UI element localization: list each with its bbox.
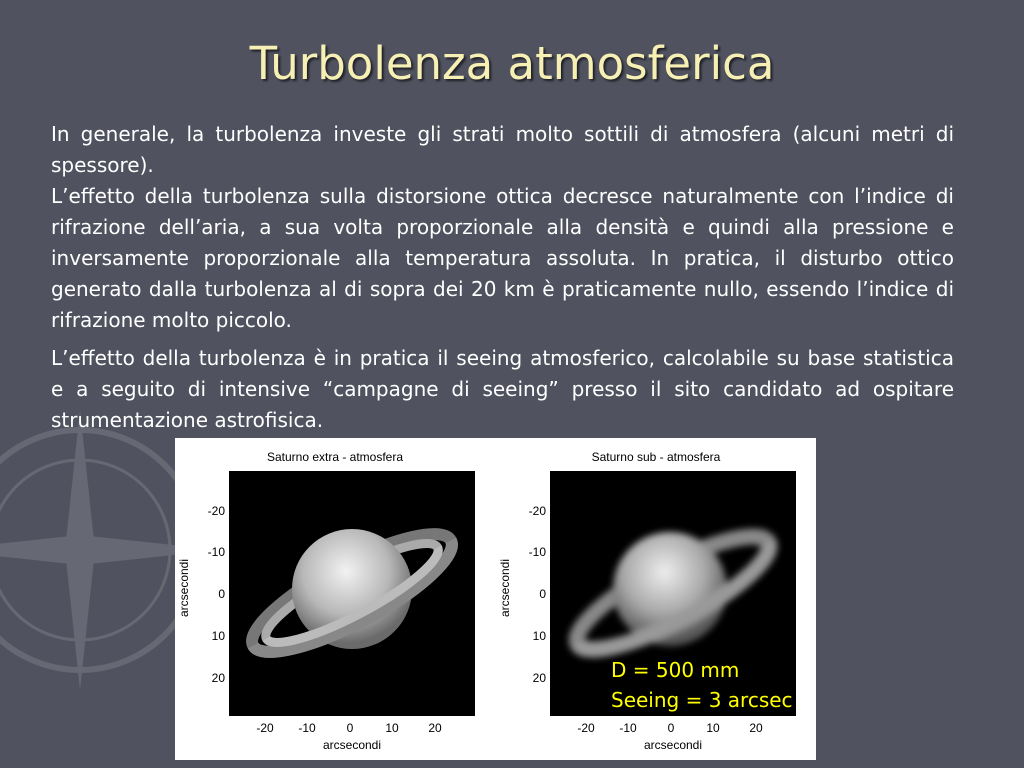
paragraph-1: In generale, la turbolenza investe gli strati molto sottili di atmosfera (alcuni metri di spessore).: [51, 122, 954, 177]
y-tick: 0: [218, 587, 225, 601]
x-tick: -10: [298, 721, 316, 735]
y-tick: -10: [528, 545, 546, 559]
body-text-block-2: [51, 343, 954, 436]
y-tick: -20: [207, 504, 225, 518]
panel-extra-atmosphere: [175, 438, 495, 760]
diameter-label: D = 500 mm: [611, 658, 740, 682]
y-tick: -20: [528, 504, 546, 518]
paragraph-3: L’effetto della turbolenza è in pratica il seeing atmosferico, calcolabile su base statistica e a seguito di intensive “campagne di seeing” presso il sito candidato ad ospitare strumentazione astrofisica.: [51, 346, 954, 432]
y-axis-label: arcsecondi: [498, 558, 512, 618]
x-tick: 0: [346, 721, 354, 735]
slide-title: Turbolenza atmosferica: [249, 37, 775, 90]
x-axis-label: arcsecondi: [643, 738, 703, 752]
x-tick: 10: [706, 721, 720, 735]
x-tick: -10: [619, 721, 637, 735]
panel-title-extra: Saturno extra - atmosfera: [266, 450, 404, 464]
x-tick: 10: [385, 721, 399, 735]
telescope-parameters: [611, 655, 793, 715]
y-tick: 20: [532, 671, 546, 685]
y-tick: 0: [539, 587, 546, 601]
x-tick: 20: [428, 721, 442, 735]
x-tick: -20: [256, 721, 274, 735]
paragraph-2: L’effetto della turbolenza sulla distorsione ottica decresce naturalmente con l’indice di rifrazione dell’aria, a sua volta proporzionale alla densità e quindi alla pressione e inversamente proporzionale alla temperatura assoluta. In pratica, il disturbo ottico generato dalla turbolenza al di sopra dei 20 km è praticamente nullo, essendo l’indice di rifrazione molto piccolo.: [51, 184, 954, 332]
x-tick: 20: [749, 721, 763, 735]
y-tick: 10: [211, 629, 225, 643]
seeing-label: Seeing = 3 arcsec: [611, 688, 793, 712]
panel-title-sub: Saturno sub - atmosfera: [591, 450, 721, 464]
body-text-block: [51, 119, 954, 336]
x-tick: 0: [667, 721, 675, 735]
y-axis-label: arcsecondi: [177, 558, 191, 618]
x-tick: -20: [577, 721, 595, 735]
x-axis-label: arcsecondi: [322, 738, 382, 752]
y-tick: -10: [207, 545, 225, 559]
y-tick: 10: [532, 629, 546, 643]
y-tick: 20: [211, 671, 225, 685]
saturn-sharp-image: [229, 471, 475, 716]
